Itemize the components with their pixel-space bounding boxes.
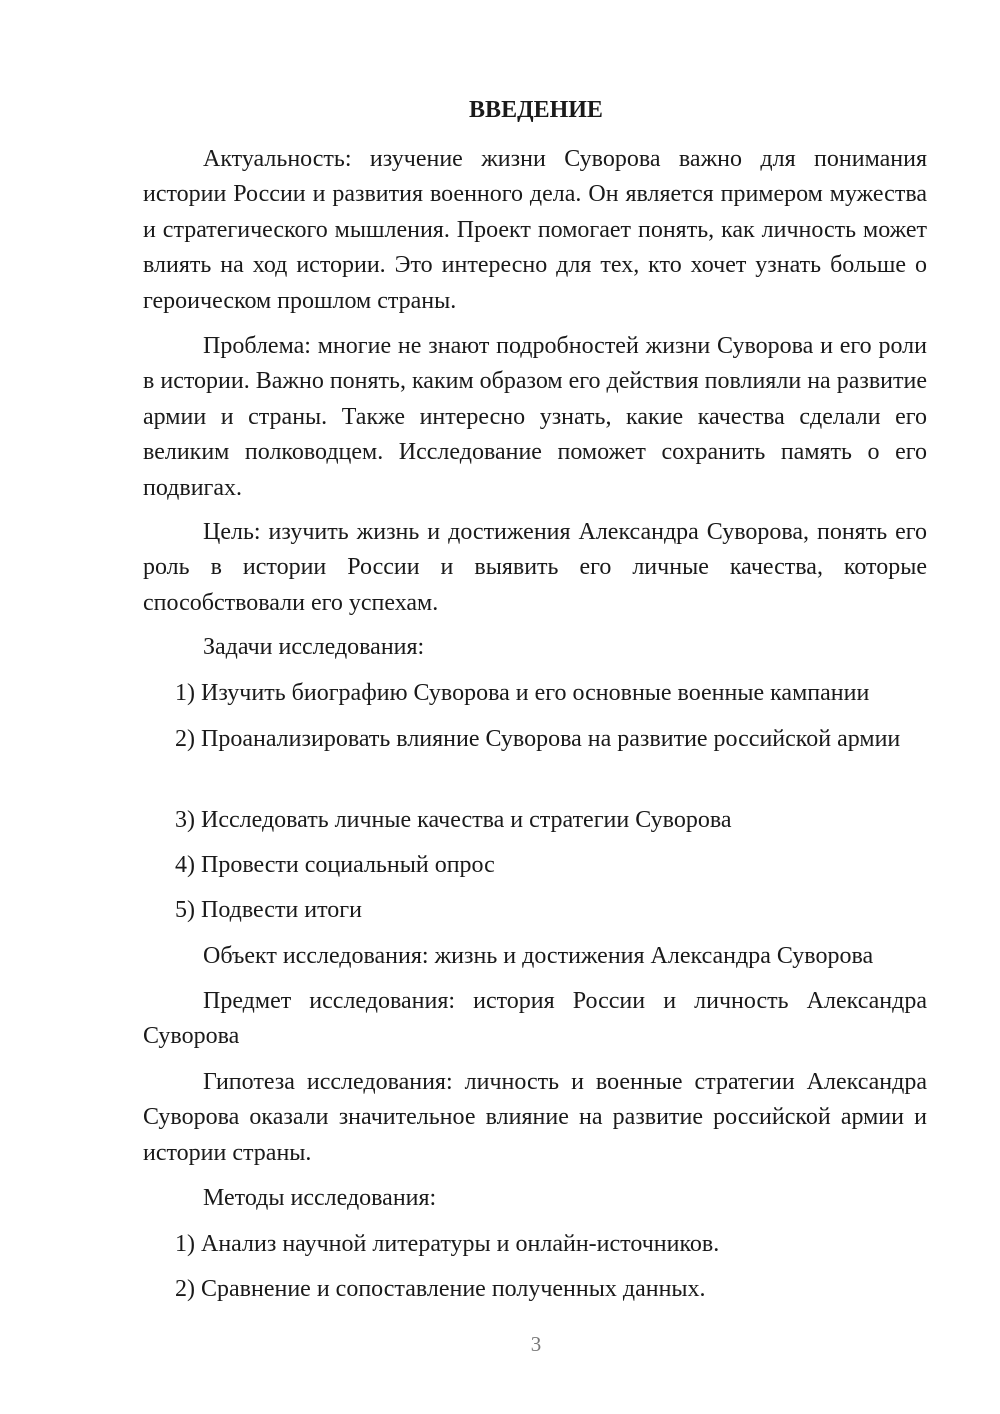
- page-number: 3: [530, 1332, 542, 1356]
- section-title: ВВЕДЕНИЕ: [469, 97, 603, 123]
- task-item-4: 4) Провести социальный опрос: [175, 852, 495, 878]
- task-item-1: 1) Изучить биографию Суворова и его основные военные кампании: [175, 680, 870, 706]
- goal-paragraph: Цель: изучить жизнь и достижения Александра Суворова, понять его роль в истории России и выявить его личные качества, которые способствовали его успехам.: [143, 519, 927, 616]
- object-paragraph: Объект исследования: жизнь и достижения Александра Суворова: [203, 943, 874, 969]
- tasks-heading: Задачи исследования:: [203, 634, 425, 660]
- problem-paragraph: Проблема: многие не знают подробностей жизни Суворова и его роли в истории. Важно понять, каким образом его действия повлияли на развитие армии и страны. Также интересно узнать, какие качества сделали его великим полководцем. Исследование поможет сохранить память о его подвигах.: [143, 333, 927, 501]
- subject-paragraph: Предмет исследования: история России и личность Александра Суворова: [143, 988, 927, 1050]
- methods-heading: Методы исследования:: [203, 1185, 437, 1211]
- task-item-5: 5) Подвести итоги: [175, 897, 362, 923]
- task-item-2: 2) Проанализировать влияние Суворова на развитие российской армии: [175, 726, 901, 752]
- hypothesis-paragraph: Гипотеза исследования: личность и военные стратегии Александра Суворова оказали значительное влияние на развитие российской армии и истории страны.: [143, 1069, 927, 1166]
- method-item-1: 1) Анализ научной литературы и онлайн-источников.: [175, 1231, 720, 1257]
- method-item-2: 2) Сравнение и сопоставление полученных данных.: [175, 1276, 706, 1302]
- task-item-3: 3) Исследовать личные качества и стратегии Суворова: [175, 807, 732, 833]
- relevance-paragraph: Актуальность: изучение жизни Суворова важно для понимания истории России и развития военного дела. Он является примером мужества и стратегического мышления. Проект помогает понять, как личность может влиять на ход истории. Это интересно для тех, кто хочет узнать больше о героическом прошлом страны.: [143, 146, 927, 314]
